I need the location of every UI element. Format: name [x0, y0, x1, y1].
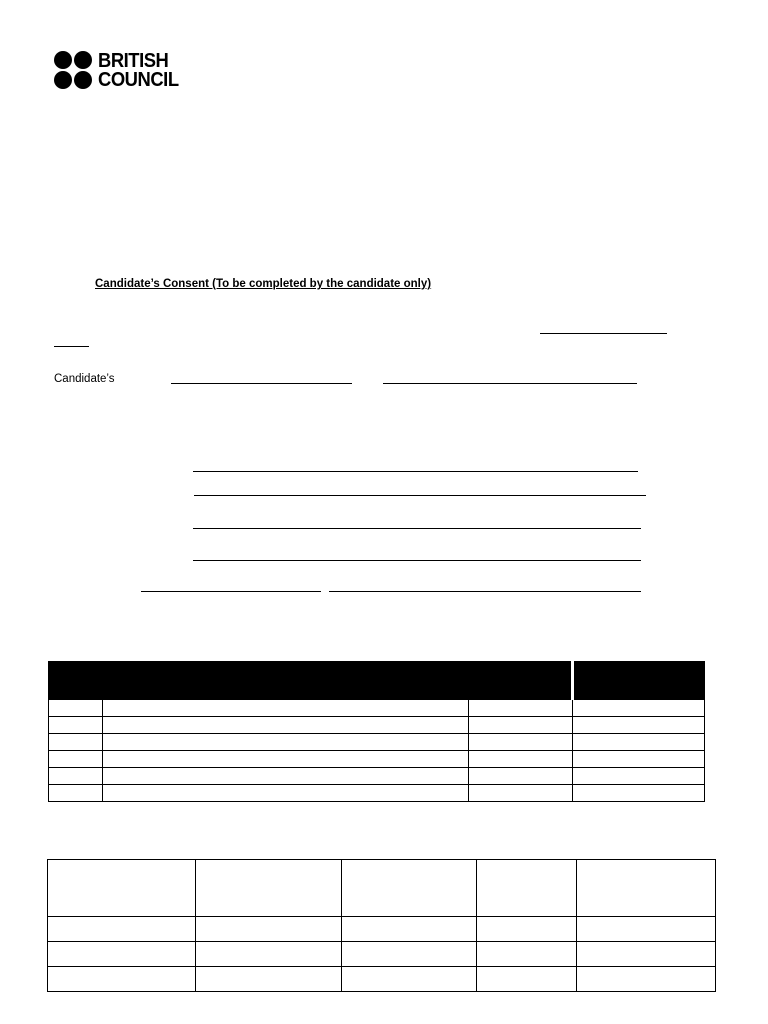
table-cell — [477, 860, 577, 917]
table-cell[interactable] — [102, 734, 468, 751]
table-2-header — [48, 860, 716, 917]
logo-dot — [74, 71, 92, 89]
table-cell[interactable] — [573, 700, 705, 717]
table-cell[interactable] — [49, 700, 103, 717]
table-cell[interactable] — [48, 942, 196, 967]
table-cell[interactable] — [102, 717, 468, 734]
consent-heading: Candidate’s Consent (To be completed by the candidate only) — [95, 278, 432, 290]
table-cell[interactable] — [49, 717, 103, 734]
table-cell[interactable] — [341, 967, 477, 992]
table-cell[interactable] — [102, 785, 468, 802]
candidate-signature-line[interactable] — [383, 383, 637, 384]
logo-dot — [54, 71, 72, 89]
table-cell[interactable] — [469, 768, 573, 785]
logo-dot — [74, 51, 92, 69]
fill-in-line[interactable] — [329, 591, 641, 592]
table-row — [48, 917, 716, 942]
table-1-header-cell — [573, 662, 705, 700]
table-cell[interactable] — [469, 734, 573, 751]
table-cell[interactable] — [573, 785, 705, 802]
fill-in-line[interactable] — [194, 495, 646, 496]
table-row — [49, 700, 705, 717]
table-cell[interactable] — [48, 917, 196, 942]
british-council-logo — [54, 50, 204, 92]
table-cell[interactable] — [341, 917, 477, 942]
table-cell[interactable] — [573, 717, 705, 734]
table-cell[interactable] — [102, 768, 468, 785]
logo-text-line1: BRITISH — [98, 50, 169, 72]
table-cell[interactable] — [48, 967, 196, 992]
table-cell[interactable] — [577, 917, 716, 942]
table-cell[interactable] — [469, 785, 573, 802]
table-cell[interactable] — [195, 967, 341, 992]
table-cell[interactable] — [577, 942, 716, 967]
table-1 — [48, 661, 705, 802]
table-cell[interactable] — [195, 942, 341, 967]
table-1-header-cell — [49, 662, 573, 700]
table-cell[interactable] — [577, 967, 716, 992]
logo-dot — [54, 51, 72, 69]
table-cell[interactable] — [49, 785, 103, 802]
table-row — [49, 717, 705, 734]
table-row — [48, 942, 716, 967]
table-cell[interactable] — [49, 734, 103, 751]
table-cell — [577, 860, 716, 917]
table-cell[interactable] — [341, 942, 477, 967]
candidate-name-line[interactable] — [171, 383, 352, 384]
table-cell[interactable] — [573, 768, 705, 785]
table-cell — [195, 860, 341, 917]
table-cell[interactable] — [573, 751, 705, 768]
fill-in-line[interactable] — [54, 346, 89, 347]
table-cell[interactable] — [573, 734, 705, 751]
table-cell[interactable] — [102, 751, 468, 768]
table-cell[interactable] — [469, 717, 573, 734]
fill-in-line[interactable] — [193, 471, 638, 472]
table-row — [49, 734, 705, 751]
table-cell[interactable] — [49, 751, 103, 768]
table-cell[interactable] — [477, 917, 577, 942]
table-row — [49, 751, 705, 768]
table-1-header — [49, 662, 705, 700]
fill-in-line[interactable] — [141, 591, 321, 592]
table-row — [48, 967, 716, 992]
candidate-label: Candidate’s — [54, 373, 115, 385]
table-row — [49, 768, 705, 785]
fill-in-line[interactable] — [193, 560, 641, 561]
table-cell[interactable] — [49, 768, 103, 785]
table-cell[interactable] — [195, 917, 341, 942]
table-2 — [47, 859, 716, 992]
fill-in-line[interactable] — [540, 333, 667, 334]
table-cell — [48, 860, 196, 917]
table-row — [49, 785, 705, 802]
logo-text-line2: COUNCIL — [98, 69, 179, 91]
table-cell[interactable] — [469, 700, 573, 717]
table-cell[interactable] — [469, 751, 573, 768]
fill-in-line[interactable] — [193, 528, 641, 529]
table-cell[interactable] — [477, 942, 577, 967]
table-cell — [341, 860, 477, 917]
table-cell[interactable] — [102, 700, 468, 717]
table-cell[interactable] — [477, 967, 577, 992]
